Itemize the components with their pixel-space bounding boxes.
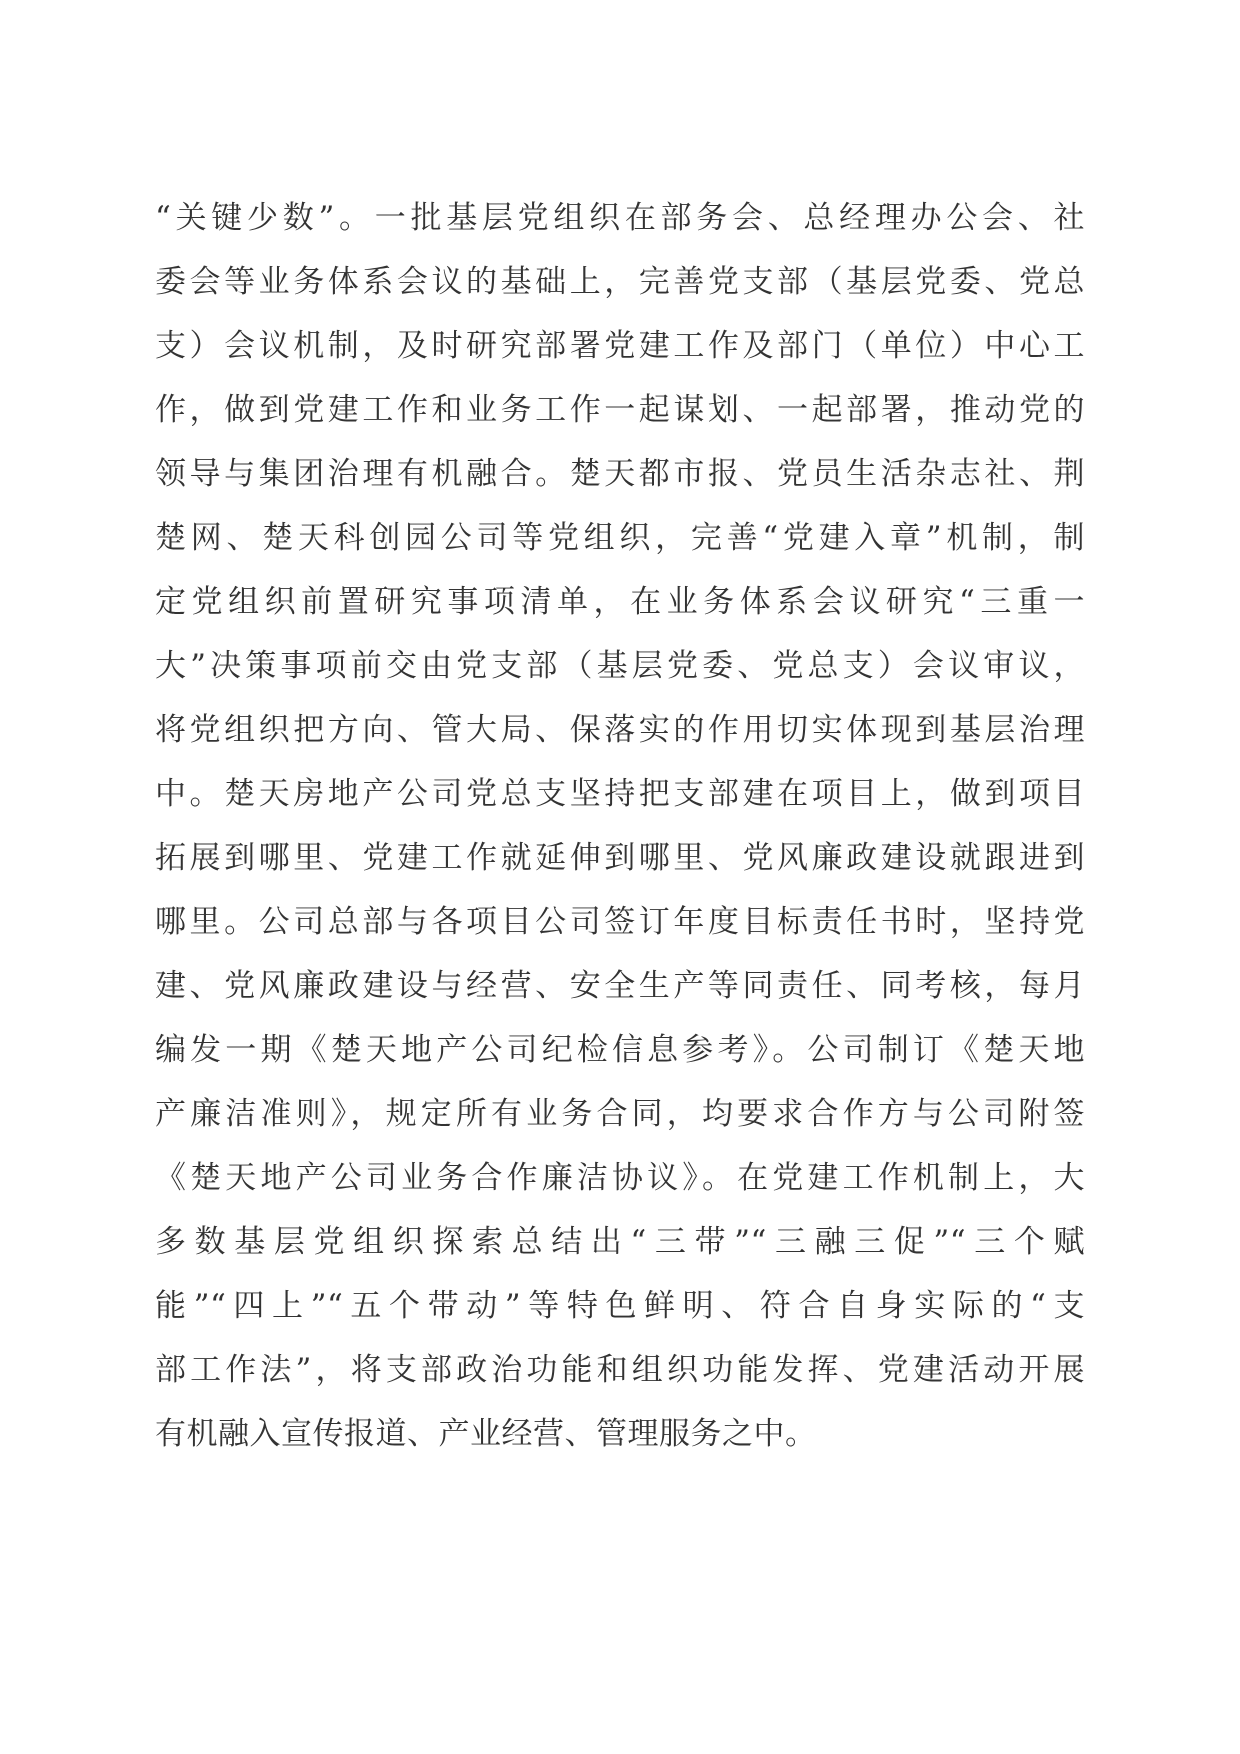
text-line-18: 能”“四上”“五个带动”等特色鲜明、符合自身实际的“支	[155, 1288, 1085, 1324]
text-line-14: 编发一期《楚天地产公司纪检信息参考》。公司制订《楚天地	[155, 1032, 1085, 1068]
text-line-17: 多数基层党组织探索总结出“三带”“三融三促”“三个赋	[155, 1224, 1085, 1260]
text-line-20: 有机融入宣传报道、产业经营、管理服务之中。	[155, 1416, 817, 1452]
text-line-5: 领导与集团治理有机融合。楚天都市报、党员生活杂志社、荆	[155, 456, 1085, 492]
text-line-6: 楚网、楚天科创园公司等党组织，完善“党建入章”机制，制	[155, 520, 1085, 556]
body-paragraph	[155, 190, 1085, 1470]
text-line-11: 拓展到哪里、党建工作就延伸到哪里、党风廉政建设就跟进到	[155, 840, 1085, 876]
text-line-3: 支）会议机制，及时研究部署党建工作及部门（单位）中心工	[155, 328, 1085, 364]
text-line-8: 大”决策事项前交由党支部（基层党委、党总支）会议审议，	[155, 648, 1085, 684]
text-line-1: “关键少数”。一批基层党组织在部务会、总经理办公会、社	[155, 200, 1085, 236]
text-line-7: 定党组织前置研究事项清单，在业务体系会议研究“三重一	[155, 584, 1085, 620]
text-line-15: 产廉洁准则》，规定所有业务合同，均要求合作方与公司附签	[155, 1096, 1085, 1132]
text-line-12: 哪里。公司总部与各项目公司签订年度目标责任书时，坚持党	[155, 904, 1085, 940]
text-line-9: 将党组织把方向、管大局、保落实的作用切实体现到基层治理	[155, 712, 1085, 748]
text-line-2: 委会等业务体系会议的基础上，完善党支部（基层党委、党总	[155, 264, 1085, 300]
text-line-13: 建、党风廉政建设与经营、安全生产等同责任、同考核，每月	[155, 968, 1085, 1004]
text-line-4: 作，做到党建工作和业务工作一起谋划、一起部署，推动党的	[155, 392, 1085, 428]
text-line-16: 《楚天地产公司业务合作廉洁协议》。在党建工作机制上，大	[155, 1160, 1085, 1196]
text-line-19: 部工作法”，将支部政治功能和组织功能发挥、党建活动开展	[155, 1352, 1085, 1388]
text-line-10: 中。楚天房地产公司党总支坚持把支部建在项目上，做到项目	[155, 776, 1085, 812]
